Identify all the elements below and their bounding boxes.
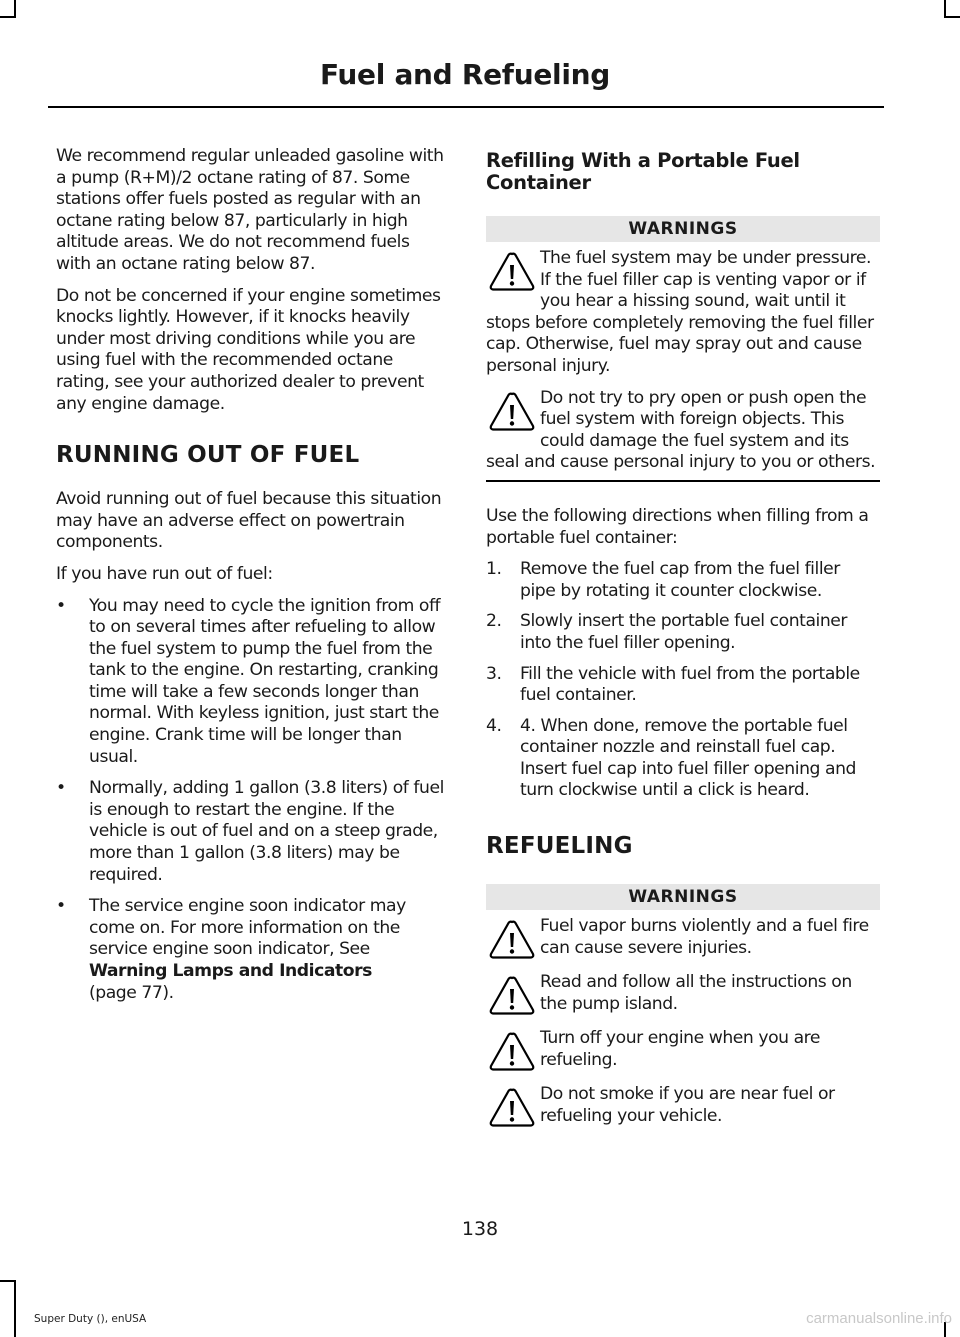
step-number: 1. [486,559,502,580]
warning-triangle-icon [486,390,538,434]
step-text: Remove the fuel cap from the fuel filler pipe by rotating it counter clockwise. [520,559,840,601]
list-item [486,716,880,802]
octane-paragraph: We recommend regular unleaded gasoline with a pump (R+M)/2 octane rating of 87. Some stations offer fuels posted as regular with an octane rating below 87, particularly in high altitude areas. We do not recommend fuels with an octane rating below 87. [56,146,444,274]
warning-text: Turn off your engine when you are refueling. [540,1028,821,1070]
warning-item [486,1084,880,1130]
warning-item [486,1028,880,1074]
warning-item [486,388,880,474]
warning-triangle-icon [486,918,538,962]
warning-text: Read and follow all the instructions on the pump island. [540,972,852,1014]
list-item [56,596,448,769]
run-out-intro: If you have run out of fuel: [56,563,273,584]
list-item [486,559,880,602]
warning-text: Fuel vapor burns violently and a fuel fire can cause severe injuries. [540,916,869,958]
crop-mark [944,16,960,18]
left-column [56,146,448,1014]
step-text: Slowly insert the portable fuel container into the fuel filler opening. [520,611,848,653]
directions-intro: Use the following directions when filling from a portable fuel container: [486,505,869,548]
list-item [486,664,880,707]
list-item-text: The service engine soon indicator may come on. For more information on the service engine soon indicator, See [89,896,406,960]
list-item [56,896,448,1004]
warning-triangle-icon [486,974,538,1018]
crop-mark [0,1280,16,1282]
list-item-text: Normally, adding 1 gallon (3.8 liters) of fuel is enough to restart the engine. If the vehicle is out of fuel and on a steep grade, more than 1 gallon (3.8 liters) may be required. [89,778,444,885]
warning-triangle-icon [486,1030,538,1074]
step-number: 4. [486,715,502,736]
watermark: carmanualsonline.info [806,1310,952,1327]
section-heading-running-out: RUNNING OUT OF FUEL [56,442,360,469]
warning-triangle-icon [486,1086,538,1130]
step-text: 4. When done, remove the portable fuel container nozzle and reinstall fuel cap. Insert fuel cap into fuel filler opening and turn clockwise until a click is heard. [520,715,856,801]
bullet-icon: • [56,896,66,917]
warning-text: The fuel system may be under pressure. If the fuel filler cap is venting vapor or if you hear a hissing sound, wait until it stops before completely removing the fuel filler cap. Otherwise, fuel may spray out and cause personal injury. [486,248,874,376]
section-heading-refueling: REFUELING [486,833,633,860]
warning-triangle-icon [486,250,538,294]
step-number: 2. [486,611,502,632]
portable-steps-list [486,559,880,802]
step-text: Fill the vehicle with fuel from the portable fuel container. [520,663,860,706]
cross-reference-link[interactable]: Warning Lamps and Indicators [89,961,372,981]
warning-text: Do not try to pry open or push open the fuel system with foreign objects. This could damage the fuel system and its seal and cause personal injury to you or others. [486,387,876,473]
list-item [486,611,880,654]
page-header-title: Fuel and Refueling [319,58,610,91]
warning-text: Do not smoke if you are near fuel or refueling your vehicle. [540,1084,835,1126]
page-number: 138 [461,1218,499,1240]
crop-mark [14,1280,16,1337]
list-item [56,778,448,886]
warnings-header: WARNINGS [486,884,880,910]
warning-item [486,248,880,378]
warning-item [486,972,880,1018]
warnings-end-rule [486,480,880,482]
crop-mark [0,16,16,18]
knock-paragraph: Do not be concerned if your engine sometimes knocks lightly. However, if it knocks heavily under most driving conditions while you are using fuel with the recommended octane rating, see your authorized dealer to prevent any engine damage. [56,285,441,414]
avoid-paragraph: Avoid running out of fuel because this situation may have an adverse effect on powertrain components. [56,489,442,553]
header-divider [48,106,884,108]
edition-footer: Super Duty (), enUSA [34,1313,147,1325]
bullet-icon: • [56,595,66,616]
warnings-header: WARNINGS [486,216,880,242]
list-item-text: You may need to cycle the ignition from off to on several times after refueling to allow the fuel system to pump the fuel from the tank to the engine. On restarting, cranking time will take a few seconds longer than normal. With keyless ignition, just start the engine. Crank time will be longer than usual. [89,595,441,767]
warning-item [486,916,880,962]
step-number: 3. [486,663,502,684]
right-column [486,146,880,1130]
page-reference: (page 77). [89,982,174,1003]
run-out-list [56,596,448,1005]
bullet-icon: • [56,778,66,799]
subsection-heading-portable: Refilling With a Portable Fuel Container [486,149,800,194]
